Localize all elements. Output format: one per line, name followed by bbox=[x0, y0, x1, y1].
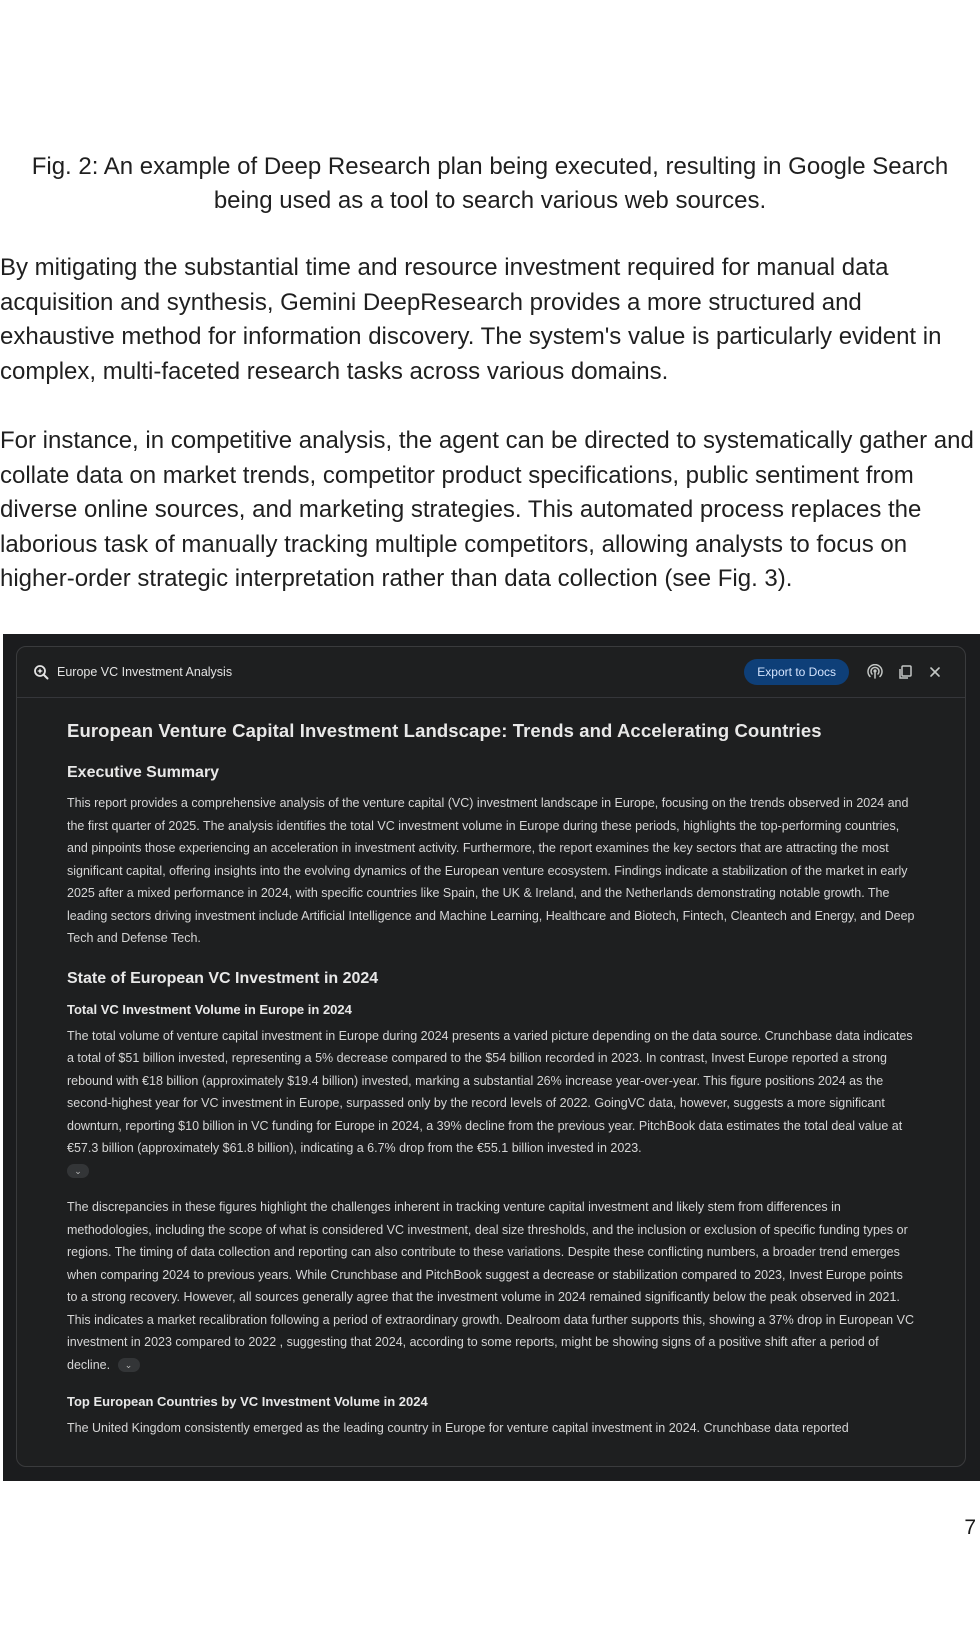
report-content bbox=[17, 698, 965, 1440]
close-icon[interactable] bbox=[921, 658, 949, 686]
citation-expand-icon[interactable]: ⌄ bbox=[67, 1164, 89, 1178]
page-number: 7 bbox=[964, 1516, 976, 1539]
report-panel bbox=[16, 646, 966, 1467]
executive-summary-heading: Executive Summary bbox=[67, 764, 220, 781]
report-topbar bbox=[17, 647, 965, 698]
deep-research-logo-icon bbox=[33, 664, 49, 680]
copy-icon[interactable] bbox=[891, 658, 919, 686]
deep-research-screenshot bbox=[3, 634, 980, 1481]
report-title: European Venture Capital Investment Landscape: Trends and Accelerating Countries bbox=[67, 720, 822, 741]
citation-expand-icon[interactable]: ⌄ bbox=[118, 1358, 140, 1372]
body-paragraph-2: For instance, in competitive analysis, the agent can be directed to systematically gather and collate data on market trends, competitor product specifications, public sentiment from diverse online sources, and marketing strategies. This automated process replaces the laborious task of manually tracking multiple competitors, allowing analysts to focus on higher-order strategic interpretation rather than data collection (see Fig. 3). bbox=[0, 427, 974, 592]
figure-caption: Fig. 2: An example of Deep Research plan being executed, resulting in Google Search being used as a tool to search various web sources. bbox=[31, 153, 949, 214]
top-countries-paragraph: The United Kingdom consistently emerged as the leading country in Europe for venture capital investment in 2024. Crunchbase data reported bbox=[67, 1421, 849, 1435]
state-of-investment-heading: State of European VC Investment in 2024 bbox=[67, 969, 379, 987]
total-volume-heading: Total VC Investment Volume in Europe in 2024 bbox=[67, 1001, 352, 1017]
body-paragraph-1: By mitigating the substantial time and resource investment required for manual data acquisition and synthesis, Gemini DeepResearch provides a more structured and exhaustive method for information discovery. The system's value is particularly evident in complex, multi-faceted research tasks across various domains. bbox=[0, 254, 942, 385]
export-to-docs-button[interactable]: Export to Docs bbox=[744, 659, 849, 685]
podcast-icon[interactable] bbox=[861, 658, 889, 686]
total-volume-paragraph-1: The total volume of venture capital investment in Europe during 2024 presents a varied picture depending on the data source. Crunchbase data indicates a total of $51 billion invested, representing a 5% decrease compared to the $54 billion recorded in 2023. In contrast, Invest Europe reported a strong rebound with €18 billion (approximately $19.4 billion) invested, marking a substantial 26% increase year-over-year. This figure positions 2024 as the second-highest year for VC investment in Europe, surpassed only by the record levels of 2022. GoingVC data, however, suggests a more significant downturn, reporting $10 billion in VC funding for Europe in 2024, a 39% decline from the previous year. PitchBook data estimates the total deal value at €57.3 billion (approximately $61.8 billion), indicating a 6.7% drop from the €55.1 billion invested in 2023. ⌄ bbox=[67, 1025, 915, 1183]
executive-summary-text: This report provides a comprehensive analysis of the venture capital (VC) investment landscape in Europe, focusing on the trends observed in 2024 and the first quarter of 2025. The analysis identifies the total VC investment volume in Europe during these periods, highlights the top-performing countries, and pinpoints those experiencing an acceleration in investment activity. Furthermore, the report examines the key sectors that are attracting the most significant capital, offering insights into the evolving dynamics of the European venture ecosystem. Findings indicate a stabilization of the market in early 2025 after a mixed performance in 2024, with specific countries like Spain, the UK & Ireland, and the Netherlands demonstrating notable growth. The leading sectors driving investment include Artificial Intelligence and Machine Learning, Healthcare and Biotech, Fintech, Cleantech and Energy, and Deep Tech and Defense Tech. bbox=[67, 796, 915, 945]
report-window-title: Europe VC Investment Analysis bbox=[57, 665, 233, 679]
total-volume-paragraph-2: The discrepancies in these figures highlight the challenges inherent in tracking venture capital investment and likely stem from differences in methodologies, including the scope of what is considered VC investment, deal size thresholds, and the inclusion or exclusion of specific funding types or regions. The timing of data collection and reporting can also contribute to these variations. Despite these conflicting numbers, a broader trend emerges when comparing 2024 to previous years. While Crunchbase and PitchBook suggest a decrease or stabilization compared to 2023, Invest Europe points to a strong recovery. However, all sources generally agree that the investment volume in 2024 remained significantly below the peak observed in 2021. This indicates a market recalibration following a period of extraordinary growth. Dealroom data further supports this, showing a 37% drop in European VC investment in 2023 compared to 2022 , suggesting that 2024, according to some reports, might be showing signs of a positive shift after a period of decline. ⌄ bbox=[67, 1200, 914, 1372]
top-countries-heading: Top European Countries by VC Investment Volume in 2024 bbox=[67, 1394, 428, 1409]
